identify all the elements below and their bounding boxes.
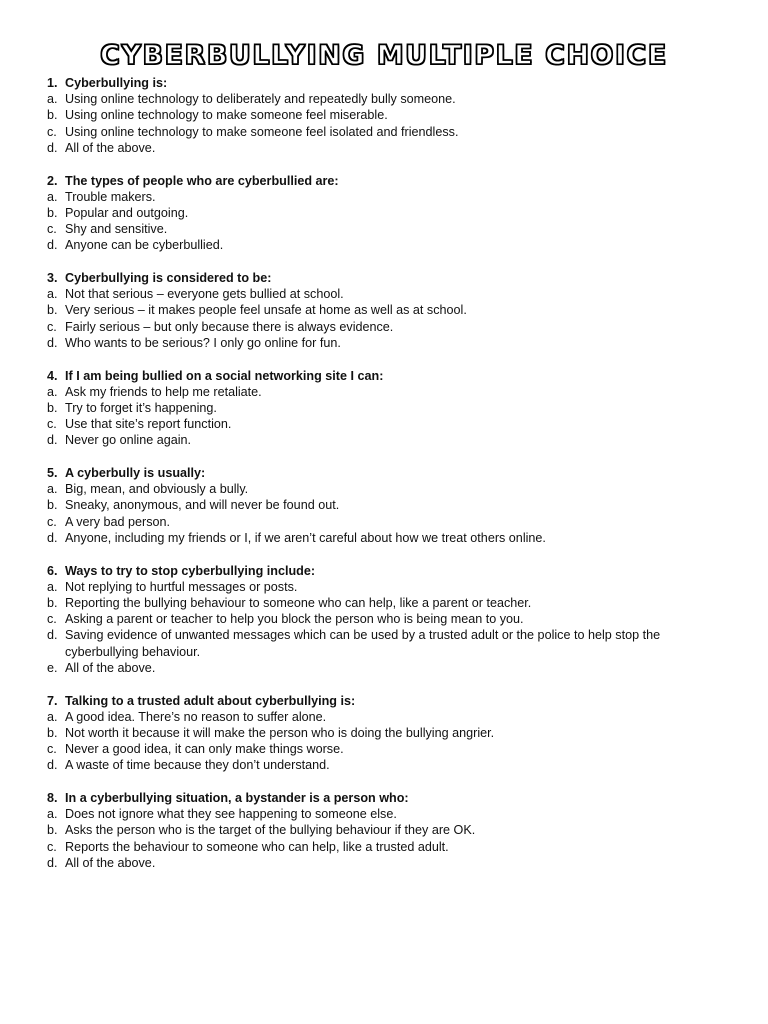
option-text: A good idea. There’s no reason to suffer alone. xyxy=(65,709,327,724)
option-text: Saving evidence of unwanted messages which can be used by a trusted adult or the police to help stop the cyberbullying behaviour. xyxy=(65,628,661,659)
answer-option xyxy=(47,725,737,741)
question-number: 3. xyxy=(47,271,58,286)
question-text-line xyxy=(47,368,737,384)
answer-option xyxy=(47,611,737,627)
question-number: 8. xyxy=(47,791,58,806)
option-text: Never go online again. xyxy=(65,433,192,448)
option-letter: c. xyxy=(47,222,57,237)
option-text: A waste of time because they don’t understand. xyxy=(65,758,330,773)
option-text: Popular and outgoing. xyxy=(65,205,189,220)
option-text: Very serious – it makes people feel unsafe at home as well as at school. xyxy=(65,303,467,318)
option-text: Asking a parent or teacher to help you block the person who is being mean to you. xyxy=(65,612,524,627)
option-text: All of the above. xyxy=(65,660,156,675)
question-block xyxy=(47,75,737,156)
option-text: Using online technology to make someone feel isolated and friendless. xyxy=(65,124,459,139)
question-text: A cyberbully is usually: xyxy=(65,466,206,481)
option-letter: d. xyxy=(47,530,58,545)
question-text: Ways to try to stop cyberbullying include: xyxy=(65,563,316,578)
option-text: Sneaky, anonymous, and will never be found out. xyxy=(65,498,340,513)
option-letter: c. xyxy=(47,417,57,432)
answer-option xyxy=(47,822,737,838)
option-text: Using online technology to make someone feel miserable. xyxy=(65,108,388,123)
question-text-line xyxy=(47,563,737,579)
question-number: 1. xyxy=(47,76,58,90)
option-text: Big, mean, and obviously a bully. xyxy=(65,482,249,497)
option-text: Anyone can be cyberbullied. xyxy=(65,238,224,253)
answer-option xyxy=(47,400,737,416)
option-letter: a. xyxy=(47,482,58,497)
option-text: Not worth it because it will make the person who is doing the bullying angrier. xyxy=(65,725,495,740)
option-text: Reports the behaviour to someone who can help, like a trusted adult. xyxy=(65,839,449,854)
option-letter: a. xyxy=(47,579,58,594)
option-text: Use that site’s report function. xyxy=(65,417,232,432)
option-text: Fairly serious – but only because there is always evidence. xyxy=(65,319,394,334)
question-number: 5. xyxy=(47,466,58,481)
question-block xyxy=(47,368,737,449)
answer-option xyxy=(47,124,737,140)
question-text: In a cyberbullying situation, a bystander is a person who: xyxy=(65,791,409,806)
answer-option xyxy=(47,319,737,335)
answer-option xyxy=(47,416,737,432)
answer-option xyxy=(47,839,737,855)
option-text: Not replying to hurtful messages or posts. xyxy=(65,579,298,594)
option-text: Ask my friends to help me retaliate. xyxy=(65,384,262,399)
option-letter: b. xyxy=(47,595,58,610)
option-letter: c. xyxy=(47,612,57,627)
option-text: Shy and sensitive. xyxy=(65,222,168,237)
answer-option xyxy=(47,595,737,611)
option-text: All of the above. xyxy=(65,140,156,155)
option-letter: a. xyxy=(47,384,58,399)
option-letter: a. xyxy=(47,92,58,107)
option-letter: d. xyxy=(47,238,58,253)
question-block xyxy=(47,693,737,774)
question-text: Cyberbullying is considered to be: xyxy=(65,271,272,286)
option-text: Never a good idea, it can only make things worse. xyxy=(65,742,344,757)
option-letter: b. xyxy=(47,108,58,123)
question-text-line xyxy=(47,173,737,189)
answer-option xyxy=(47,189,737,205)
answer-option xyxy=(47,384,737,400)
answer-option xyxy=(47,530,737,546)
answer-option xyxy=(47,660,737,676)
answer-option xyxy=(47,107,737,123)
answer-option xyxy=(47,237,737,253)
question-text-line xyxy=(47,270,737,286)
question-number: 7. xyxy=(47,693,58,708)
option-text: Try to forget it’s happening. xyxy=(65,400,217,415)
answer-option xyxy=(47,757,737,773)
question-number: 6. xyxy=(47,563,58,578)
answer-option xyxy=(47,221,737,237)
answer-option xyxy=(47,579,737,595)
answer-option xyxy=(47,627,737,659)
option-letter: e. xyxy=(47,660,58,675)
answer-option xyxy=(47,302,737,318)
option-letter: d. xyxy=(47,628,58,643)
answer-option xyxy=(47,806,737,822)
answer-option xyxy=(47,205,737,221)
question-block xyxy=(47,790,737,871)
option-letter: d. xyxy=(47,855,58,870)
question-block xyxy=(47,270,737,351)
option-letter: b. xyxy=(47,400,58,415)
question-text-line xyxy=(47,693,737,709)
answer-option xyxy=(47,855,737,871)
question-block xyxy=(47,563,737,676)
question-block xyxy=(47,173,737,254)
option-text: Reporting the bullying behaviour to someone who can help, like a parent or teacher. xyxy=(65,595,532,610)
option-letter: d. xyxy=(47,335,58,350)
option-text: All of the above. xyxy=(65,855,156,870)
option-letter: c. xyxy=(47,319,57,334)
option-text: Not that serious – everyone gets bullied at school. xyxy=(65,287,344,302)
option-letter: d. xyxy=(47,433,58,448)
option-text: Using online technology to deliberately and repeatedly bully someone. xyxy=(65,92,456,107)
option-letter: a. xyxy=(47,807,58,822)
option-letter: b. xyxy=(47,498,58,513)
question-text: Cyberbullying is: xyxy=(65,76,168,90)
option-text: Asks the person who is the target of the bullying behaviour if they are OK. xyxy=(65,823,476,838)
option-letter: b. xyxy=(47,303,58,318)
answer-option xyxy=(47,514,737,530)
question-text-line xyxy=(47,465,737,481)
option-letter: d. xyxy=(47,140,58,155)
question-text-line xyxy=(47,790,737,806)
page-title: CYBERBULLYING MULTIPLE CHOICE xyxy=(100,40,668,71)
answer-option xyxy=(47,481,737,497)
option-letter: b. xyxy=(47,725,58,740)
answer-option xyxy=(47,432,737,448)
question-text: If I am being bullied on a social networking site I can: xyxy=(65,368,384,383)
option-letter: a. xyxy=(47,287,58,302)
option-letter: b. xyxy=(47,823,58,838)
option-letter: b. xyxy=(47,205,58,220)
option-letter: a. xyxy=(47,709,58,724)
option-letter: c. xyxy=(47,124,57,139)
answer-option xyxy=(47,335,737,351)
question-block xyxy=(47,465,737,546)
question-number: 2. xyxy=(47,173,58,188)
question-text: The types of people who are cyberbullied are: xyxy=(65,173,339,188)
option-letter: c. xyxy=(47,839,57,854)
option-text: Trouble makers. xyxy=(65,189,156,204)
option-letter: a. xyxy=(47,189,58,204)
option-text: Anyone, including my friends or I, if we aren’t careful about how we treat others online. xyxy=(65,530,546,545)
question-list xyxy=(47,75,737,888)
question-number: 4. xyxy=(47,368,58,383)
option-text: A very bad person. xyxy=(65,514,171,529)
answer-option xyxy=(47,497,737,513)
question-text: Talking to a trusted adult about cyberbullying is: xyxy=(65,693,356,708)
question-text-line xyxy=(47,75,737,91)
option-letter: c. xyxy=(47,514,57,529)
answer-option xyxy=(47,286,737,302)
answer-option xyxy=(47,91,737,107)
answer-option xyxy=(47,709,737,725)
option-letter: d. xyxy=(47,758,58,773)
option-letter: c. xyxy=(47,742,57,757)
option-text: Does not ignore what they see happening to someone else. xyxy=(65,807,397,822)
answer-option xyxy=(47,140,737,156)
option-text: Who wants to be serious? I only go online for fun. xyxy=(65,335,341,350)
answer-option xyxy=(47,741,737,757)
